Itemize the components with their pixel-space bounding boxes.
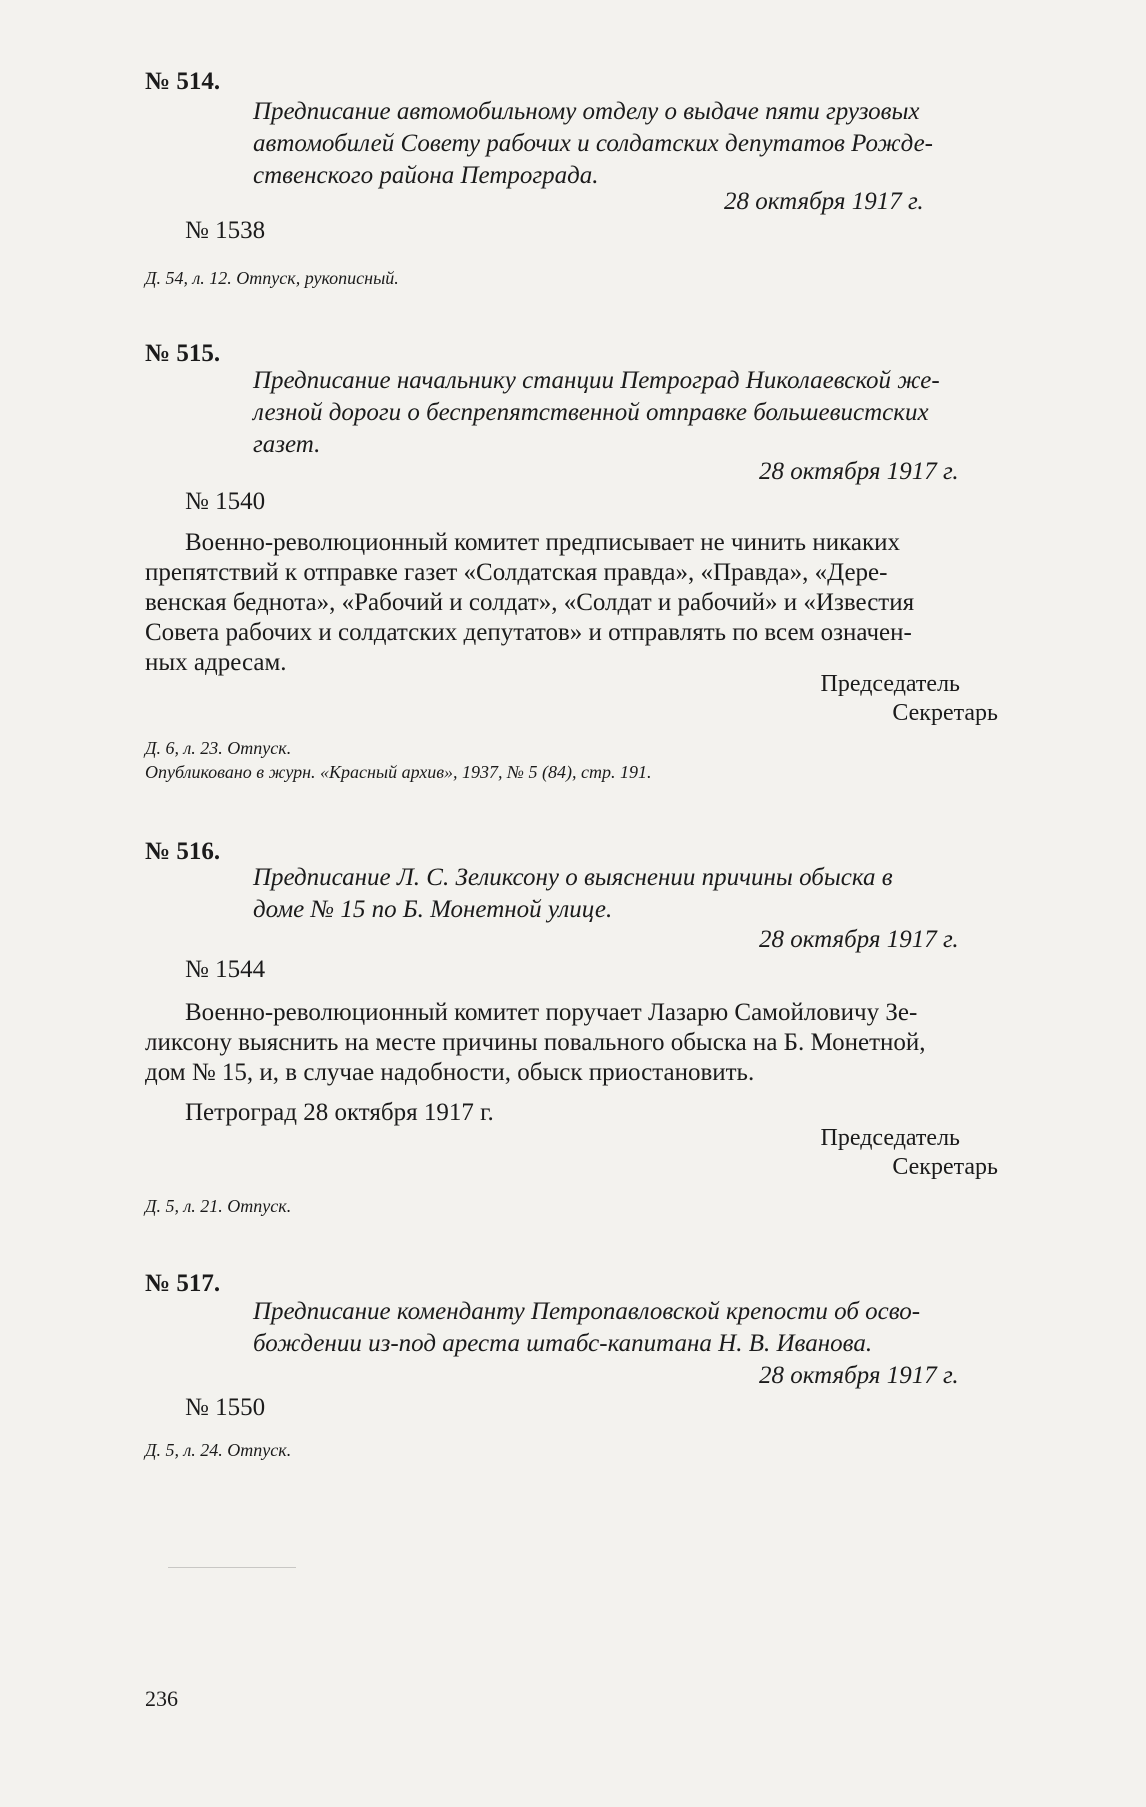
title-line: лезной дороги о беспрепятственной отправке большевистских — [253, 399, 929, 426]
signature-chairman: Председатель — [820, 671, 960, 697]
doc-516-date: 28 октября 1917 г. — [759, 926, 959, 953]
doc-517-number: № 517. — [145, 1270, 221, 1297]
doc-516-reg-no: № 1544 — [185, 956, 266, 983]
doc-515-body-cont — [145, 558, 1065, 678]
doc-515-title — [253, 365, 940, 461]
signature-chairman: Председатель — [820, 1125, 960, 1151]
doc-517-date: 28 октября 1917 г. — [759, 1362, 959, 1389]
body-line: Военно-революционный комитет предписывает не чинить никаких — [185, 529, 900, 556]
doc-516-number: № 516. — [145, 838, 221, 865]
title-line: Предписание начальнику станции Петроград Николаевской же- — [253, 367, 940, 394]
title-line: Предписание Л. С. Зеликсону о выяснении причины обыска в — [253, 864, 893, 891]
signature-secretary: Секретарь — [892, 700, 998, 726]
doc-514-date: 28 октября 1917 г. — [724, 188, 924, 215]
title-line: автомобилей Совету рабочих и солдатских депутатов Рожде- — [253, 130, 934, 157]
doc-515-reg-no: № 1540 — [185, 488, 266, 515]
doc-515-number: № 515. — [145, 340, 221, 367]
doc-516-body-cont — [145, 1028, 1065, 1088]
title-line: доме № 15 по Б. Монетной улице. — [253, 896, 613, 923]
title-line: ственского района Петрограда. — [253, 162, 599, 189]
doc-515-published: Опубликовано в журн. «Красный архив», 1937, № 5 (84), стр. 191. — [145, 762, 652, 782]
page-number: 236 — [145, 1686, 178, 1711]
doc-516-signatures — [740, 1124, 998, 1182]
doc-516-place-date: Петроград 28 октября 1917 г. — [185, 1099, 494, 1126]
doc-517-source: Д. 5, л. 24. Отпуск. — [145, 1440, 292, 1460]
body-line: Военно-революционный комитет поручает Лазарю Самойловичу Зе- — [185, 999, 918, 1026]
doc-514-reg-no: № 1538 — [185, 217, 266, 244]
doc-517-reg-no: № 1550 — [185, 1394, 266, 1421]
body-line: препятствий к отправке газет «Солдатская правда», «Правда», «Дере- — [145, 559, 888, 586]
title-line: бождении из-под ареста штабс-капитана Н. В. Иванова. — [253, 1330, 873, 1357]
body-line: дом № 15, и, в случае надобности, обыск приостановить. — [145, 1059, 755, 1086]
doc-516-source: Д. 5, л. 21. Отпуск. — [145, 1196, 292, 1216]
body-line: Совета рабочих и солдатских депутатов» и отправлять по всем означен- — [145, 619, 912, 646]
title-line: Предписание коменданту Петропавловской крепости об осво- — [253, 1298, 921, 1325]
footnote-rule — [168, 1567, 296, 1568]
doc-514-number: № 514. — [145, 68, 221, 95]
title-line: газет. — [253, 431, 321, 458]
body-line: ликсону выяснить на месте причины повального обыска на Б. Монетной, — [145, 1029, 926, 1056]
doc-515-source: Д. 6, л. 23. Отпуск. — [145, 738, 292, 758]
signature-secretary: Секретарь — [892, 1154, 998, 1180]
doc-517-title — [253, 1296, 920, 1360]
doc-515-body — [145, 528, 1065, 558]
doc-514-source: Д. 54, л. 12. Отпуск, рукописный. — [145, 268, 399, 288]
doc-514-title — [253, 96, 933, 192]
body-line: венская беднота», «Рабочий и солдат», «Солдат и рабочий» и «Известия — [145, 589, 915, 616]
doc-516-title — [253, 862, 893, 926]
doc-516-body — [145, 998, 1065, 1028]
doc-515-signatures — [740, 670, 998, 728]
title-line: Предписание автомобильному отделу о выдаче пяти грузовых — [253, 98, 920, 125]
body-line: ных адресам. — [145, 649, 287, 676]
doc-515-date: 28 октября 1917 г. — [759, 458, 959, 485]
